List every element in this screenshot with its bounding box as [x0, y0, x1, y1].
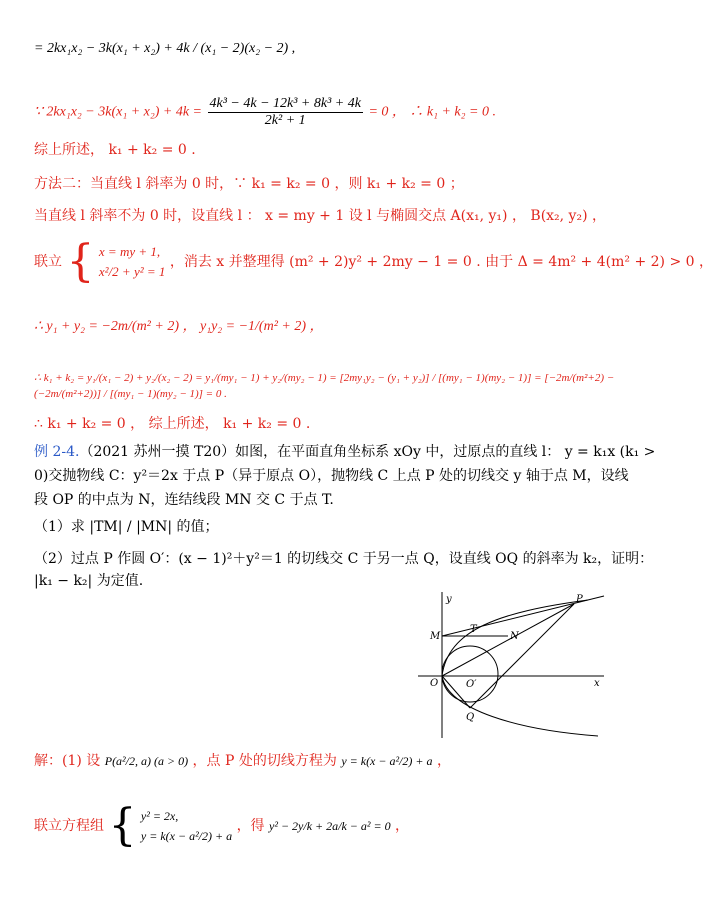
label-n: N	[510, 631, 519, 642]
eq-line-1-text: = 2kx₁x₂ − 3k(x₁ + x₂) + 4k / (x₁ − 2)(x₂ − 2) ,	[34, 41, 296, 56]
circle-o-prime	[442, 646, 498, 702]
summary-line-2: ∴ k₁ + k₂ = 0 ， 综上所述， k₁ + k₂ = 0 .	[34, 416, 311, 432]
solution-1-mid: ，点 P 处的切线方程为	[192, 753, 337, 769]
example-line-1	[34, 443, 656, 461]
solution-2-eq: y² − 2y/k + 2a/k − a² = 0	[269, 819, 391, 833]
solution-2-post: ，	[395, 818, 410, 834]
system-line-post: ，消去 x 并整理得 (m² + 2)y² + 2my − 1 = 0 . 由于 Δ = 4m² + 4(m² + 2) > 0 ，	[169, 254, 713, 270]
label-q: Q	[466, 712, 475, 723]
solution-1-eq: y = k(x − a²/2) + a	[341, 754, 433, 768]
eq-line-1	[34, 40, 622, 58]
eq-line-2-post: = 0 ， ∴ k₁ + k₂ = 0 .	[368, 104, 496, 120]
system-brace: {	[66, 236, 95, 287]
label-m: M	[430, 631, 441, 642]
solution-1-post: ，	[436, 753, 451, 769]
eq-line-2-num: 4k³ − 4k − 12k³ + 8k³ + 4k	[209, 96, 361, 111]
label-p: P	[576, 594, 583, 605]
line-op	[442, 604, 574, 676]
system-line-pre: 联立	[34, 254, 62, 270]
question-2b: |k₁ − k₂| 为定值.	[34, 573, 144, 589]
label-o-prime: O′	[466, 679, 477, 690]
solution-2-sys-1: y² = 2x,	[140, 809, 179, 823]
line-pq	[470, 604, 574, 708]
example-label: 例 2-4.	[34, 444, 80, 460]
label-x: x	[594, 678, 600, 689]
eq-line-2-pre: ∵ 2kx₁x₂ − 3k(x₁ + x₂) + 4k =	[34, 104, 202, 120]
eq-line-2	[34, 96, 622, 129]
system-eq-2: x²/2 + y² = 1	[98, 264, 166, 279]
question-1: （1）求 |TM| / |MN| 的值；	[34, 519, 219, 535]
solution-line-1	[34, 752, 622, 782]
example-line-2: 0)交抛物线 C：y²＝2x 于点 P（异于原点 O），抛物线 C 上点 P 处的切线交 y 轴于点 M，设线	[34, 468, 629, 484]
solution-1-point: P(a²/2, a) (a > 0)	[104, 754, 189, 768]
slope-nonzero-line: 当直线 l 斜率不为 0 时，设直线 l ： x = my + 1 设 l 与椭圆交点 A(x₁, y₁) ， B(x₂, y₂) ，	[34, 208, 606, 224]
solution-2-system	[141, 806, 232, 846]
parabola-figure	[408, 590, 608, 740]
figure-svg	[408, 590, 608, 740]
eq-line-2-frac	[208, 96, 363, 129]
method-two-line: 方法二：当直线 l 斜率为 0 时，∵ k₁ = k₂ = 0 ，则 k₁ + k₂ = 0 ；	[34, 176, 464, 192]
solution-line-2	[34, 800, 622, 866]
solution-1-pre: 解：(1) 设	[34, 753, 101, 769]
system-eq-1: x = my + 1,	[98, 244, 161, 259]
label-y: y	[446, 594, 452, 605]
example-line-3: 段 OP 的中点为 N，连结线段 MN 交 C 于点 T.	[34, 492, 334, 508]
vieta-line: ∴ y₁ + y₂ = −2m/(m² + 2) ， y₁y₂ = −1/(m² + 2) ，	[34, 319, 324, 334]
example-text-1: （2021 苏州一摸 T20）如图，在平面直角坐标系 xOy 中，过原点的直线 l： y = k₁x (k₁ >	[79, 444, 656, 460]
solution-2-mid: ，得	[236, 818, 265, 834]
solution-2-pre: 联立方程组	[34, 818, 104, 834]
label-t: T	[470, 624, 477, 635]
question-2a: （2）过点 P 作圆 O′：(x − 1)²＋y²＝1 的切线交 C 于另一点 Q，设直线 OQ 的斜率为 k₂，证明：	[34, 551, 654, 567]
slope-sum-line: ∴ k₁ + k₂ = y₁/(x₁ − 2) + y₂/(x₂ − 2) = y₁/(my₁ − 1) + y₂/(my₂ − 1) = [2my₁y₂ − (y₁ + y₂)] / [(my₁ − 1)(my₂ − 1)] = [−2m/(m²+2) − (−2m/(m²+2))] / [(my₁ − 1)(my₂ − 1)] = 0 .	[34, 372, 615, 400]
system-equations	[99, 242, 166, 282]
solution-2-sys-2: y = k(x − a²/2) + a	[140, 829, 233, 843]
summary-line-1: 综上所述， k₁ + k₂ = 0 .	[34, 142, 196, 158]
eq-line-2-den: 2k² + 1	[264, 113, 306, 128]
system-line	[34, 236, 713, 287]
solution-2-brace: {	[108, 800, 137, 851]
label-o: O	[430, 678, 439, 689]
